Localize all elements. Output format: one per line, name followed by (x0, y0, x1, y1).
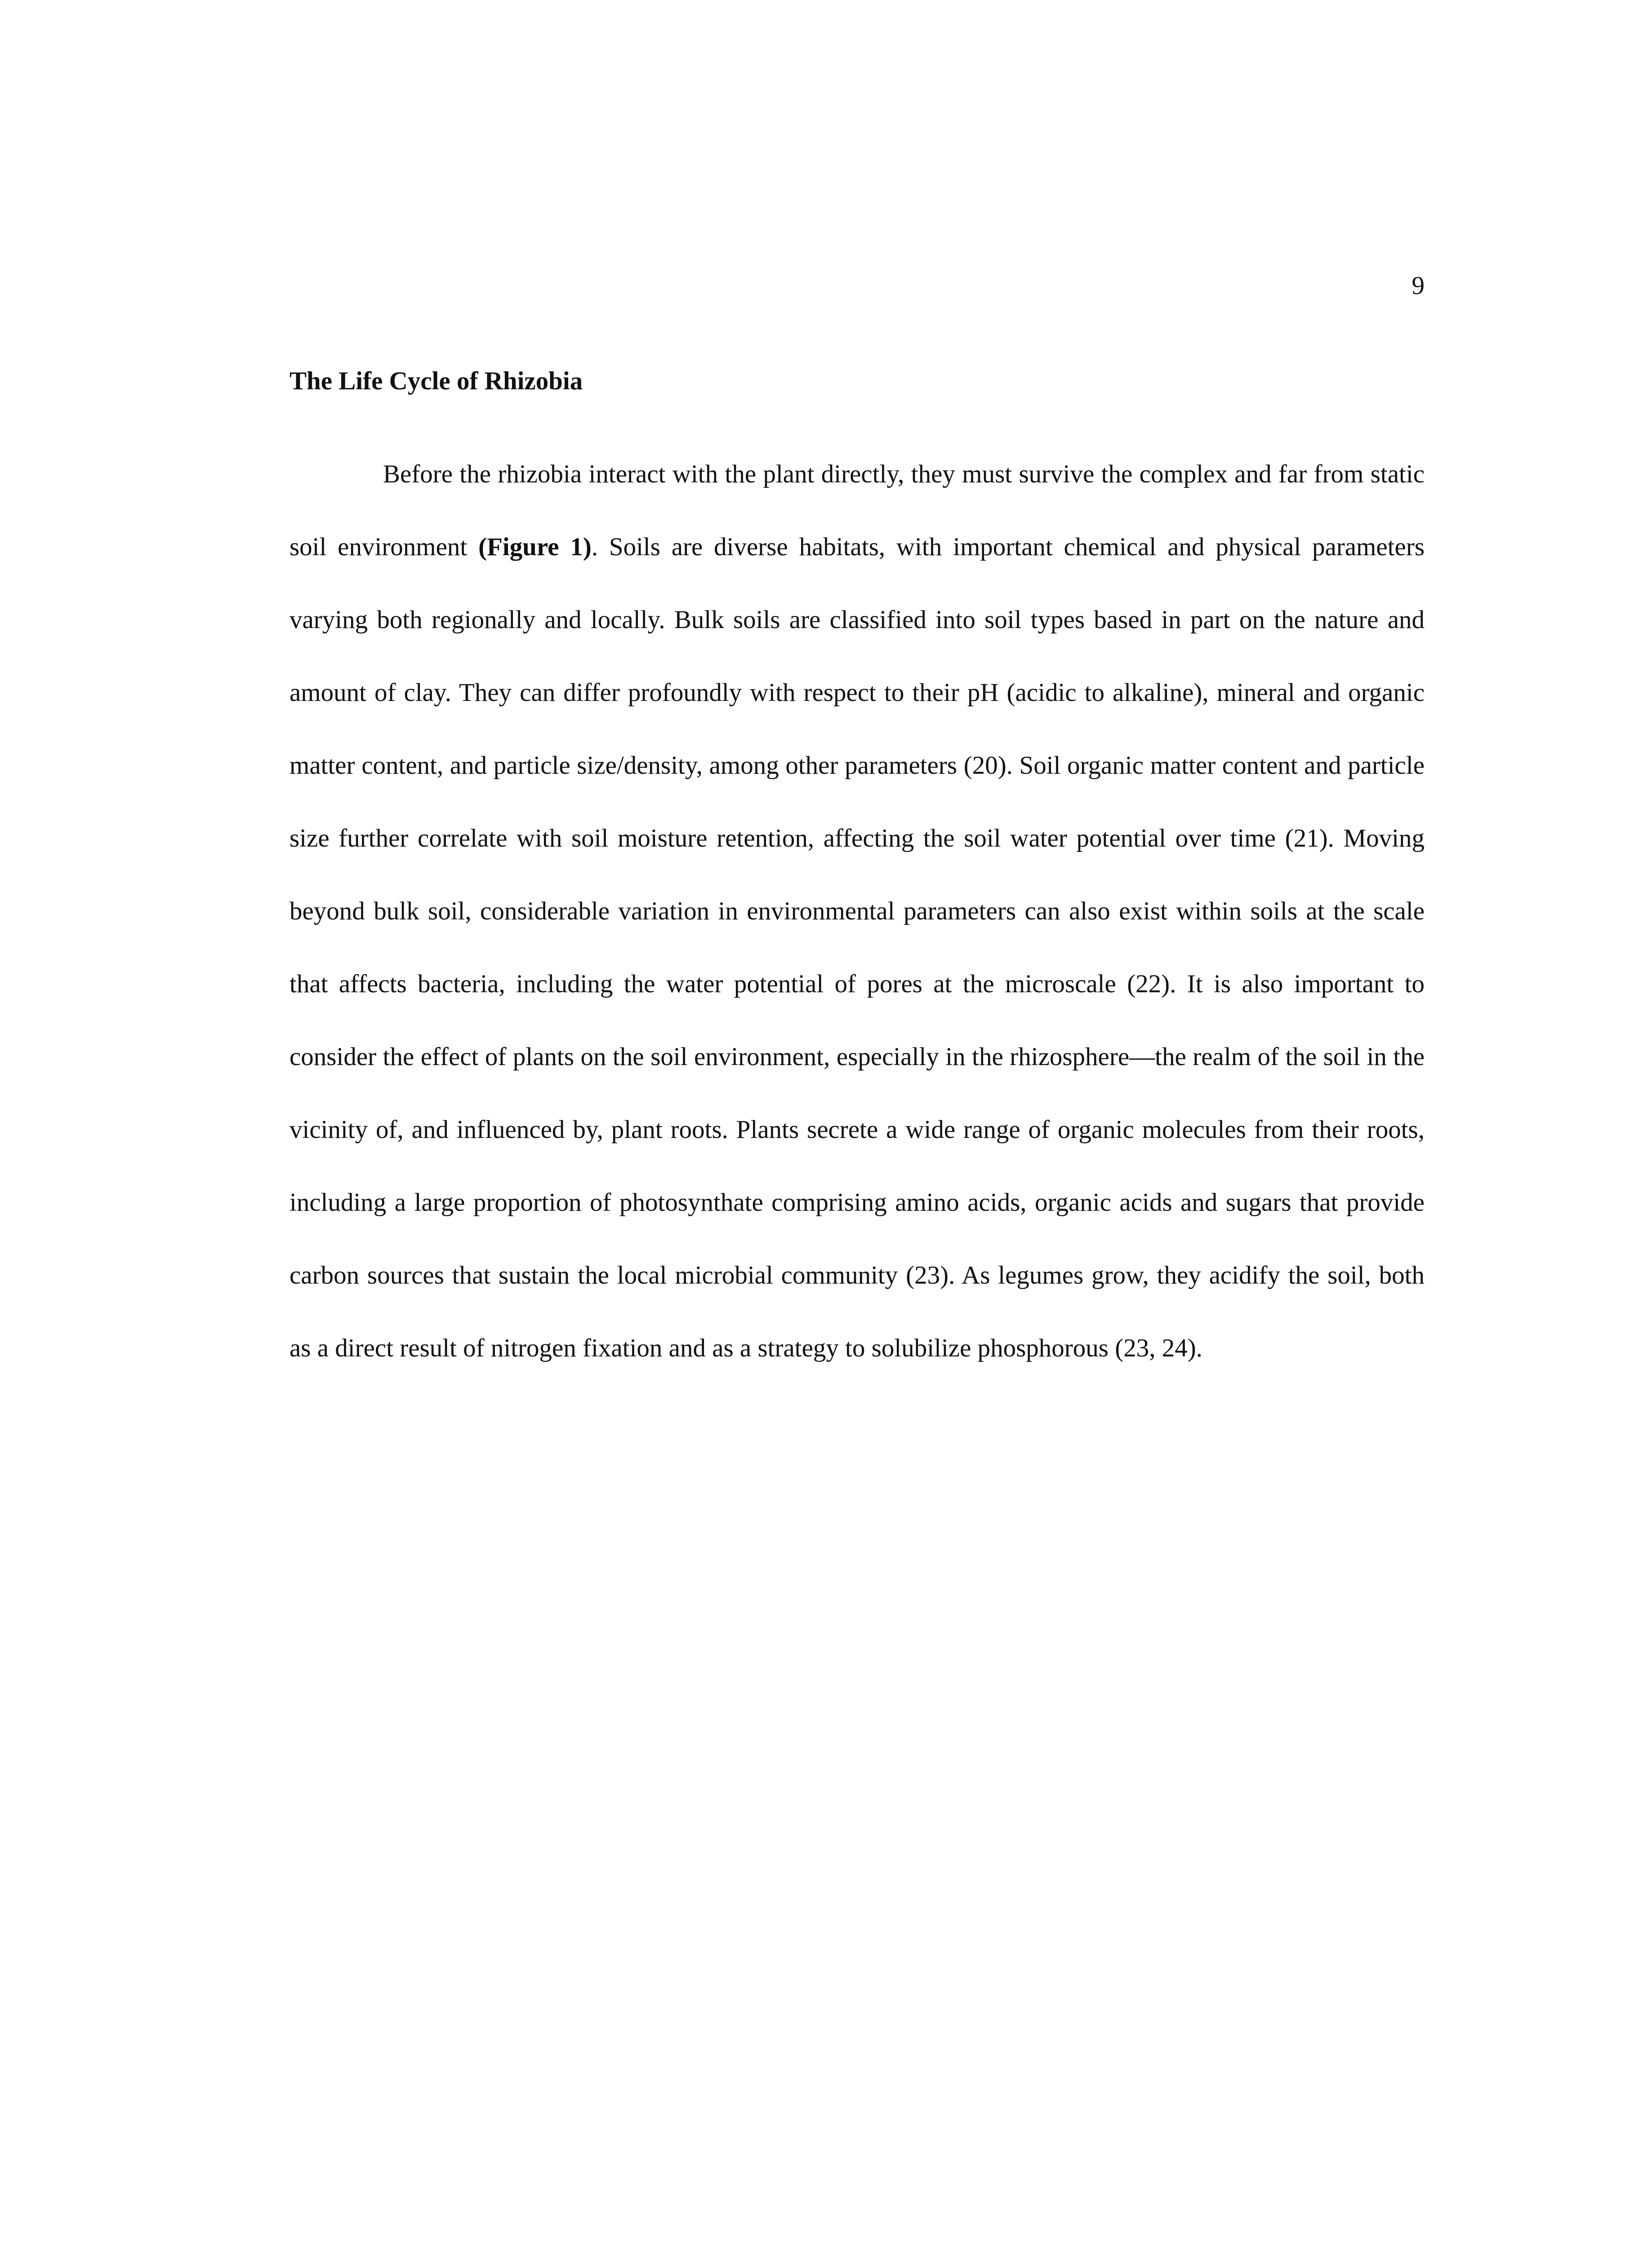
paragraph-text-part2: . Soils are diverse habitats, with important chemical and physical parameters varying both regionally and locally. Bulk soils are classified into soil types based in part on the nature and amount of clay. They can differ profoundly with respect to their pH (acidic to alkaline), mineral and organic matter content, and particle size/density, among other parameters (20). Soil organic matter content and particle size further correlate with soil moisture retention, affecting the soil water potential over time (21). Moving beyond bulk soil, considerable variation in environmental parameters can also exist within soils at the scale that affects bacteria, including the water potential of pores at the microscale (22). It is also important to consider the effect of plants on the soil environment, especially in the rhizosphere—the realm of the soil in the vicinity of, and influenced by, plant roots. Plants secrete a wide range of organic molecules from their roots, including a large proportion of photosynthate comprising amino acids, organic acids and sugars that provide carbon sources that sustain the local microbial community (23). As legumes grow, they acidify the soil, both as a direct result of nitrogen fixation and as a strategy to solubilize phosphorous (23, 24). (289, 533, 1425, 1362)
paragraph-text-part1: Before the rhizobia interact with the plant directly, they must survive the complex and far from static soil environment (289, 460, 1425, 561)
body-paragraph (289, 438, 1425, 1385)
section-heading: The Life Cycle of Rhizobia (289, 367, 583, 395)
figure-reference: (Figure 1) (478, 533, 592, 561)
page-number: 9 (1412, 272, 1425, 300)
